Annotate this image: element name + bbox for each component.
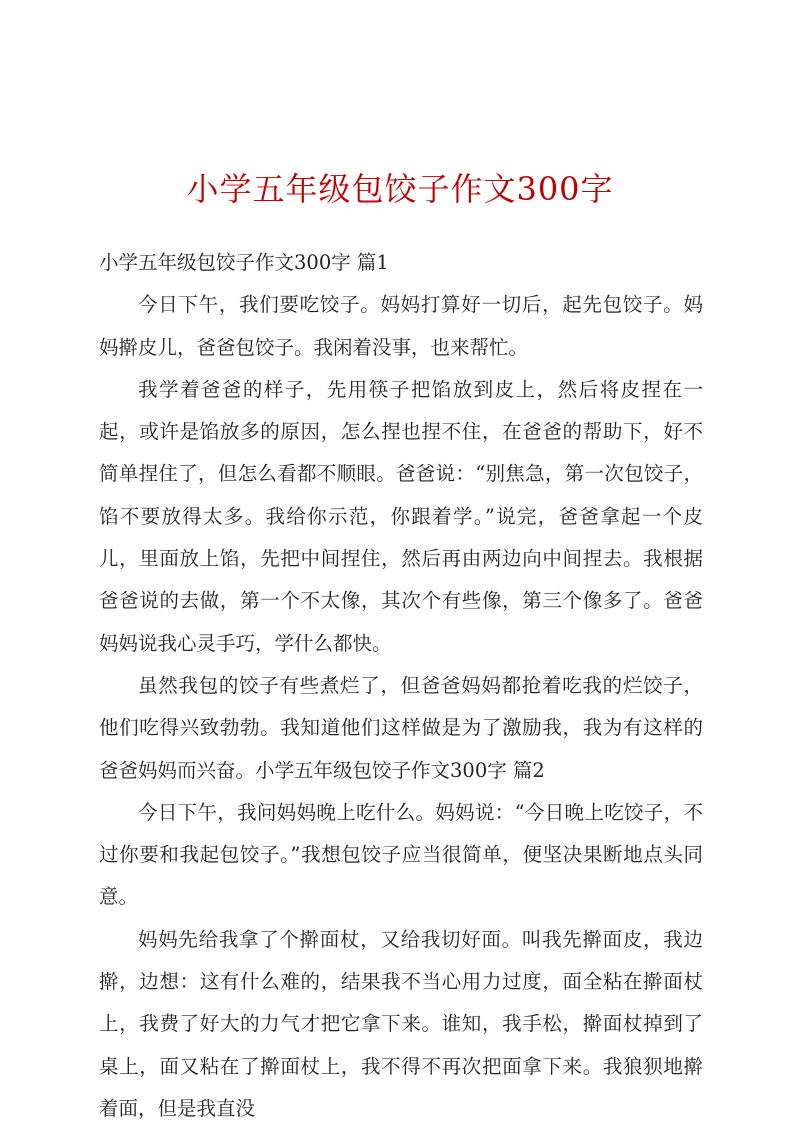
paragraph: 今日下午，我们要吃饺子。妈妈打算好一切后，起先包饺子。妈妈擀皮儿，爸爸包饺子。我闲着没事，也来帮忙。 [99, 293, 703, 359]
paragraph: 今日下午，我问妈妈晚上吃什么。妈妈说：“今日晚上吃饺子，不过你要和我起包饺子。”我想包饺子应当很简单，便坚决果断地点头同意。 [99, 800, 703, 909]
paragraph: 妈妈先给我拿了个擀面杖，又给我切好面。叫我先擀面皮，我边擀，边想：这有什么难的，结果我不当心用力过度，面全粘在擀面杖上，我费了好大的力气才把它拿下来。谁知，我手松，擀面杖掉到了桌上，面又粘在了擀面杖上，我不得不再次把面拿下来。我狼狈地擀着面，但是我直没 [99, 927, 703, 1120]
document-title: 小学五年级包饺子作文300字 [186, 170, 614, 208]
document-body [99, 242, 703, 1130]
paragraph: 虽然我包的饺子有些煮烂了，但爸爸妈妈都抢着吃我的烂饺子，他们吃得兴致勃勃。我知道他们这样做是为了激励我，我为有这样的爸爸妈妈而兴奋。小学五年级包饺子作文300字 篇2 [99, 673, 703, 782]
paragraph: 我学着爸爸的样子，先用筷子把馅放到皮上，然后将皮捏在一起，或许是馅放多的原因，怎么捏也捏不住，在爸爸的帮助下，好不简单捏住了，但怎么看都不顺眼。爸爸说：“别焦急，第一次包饺子，馅不要放得太多。我给你示范，你跟着学。”说完，爸爸拿起一个皮儿，里面放上馅，先把中间捏住，然后再由两边向中间捏去。我根据爸爸说的去做，第一个不太像，其次个有些像，第三个像多了。爸爸妈妈说我心灵手巧，学什么都快。 [99, 377, 703, 655]
section-heading-1: 小学五年级包饺子作文300字 篇1 [99, 251, 389, 274]
